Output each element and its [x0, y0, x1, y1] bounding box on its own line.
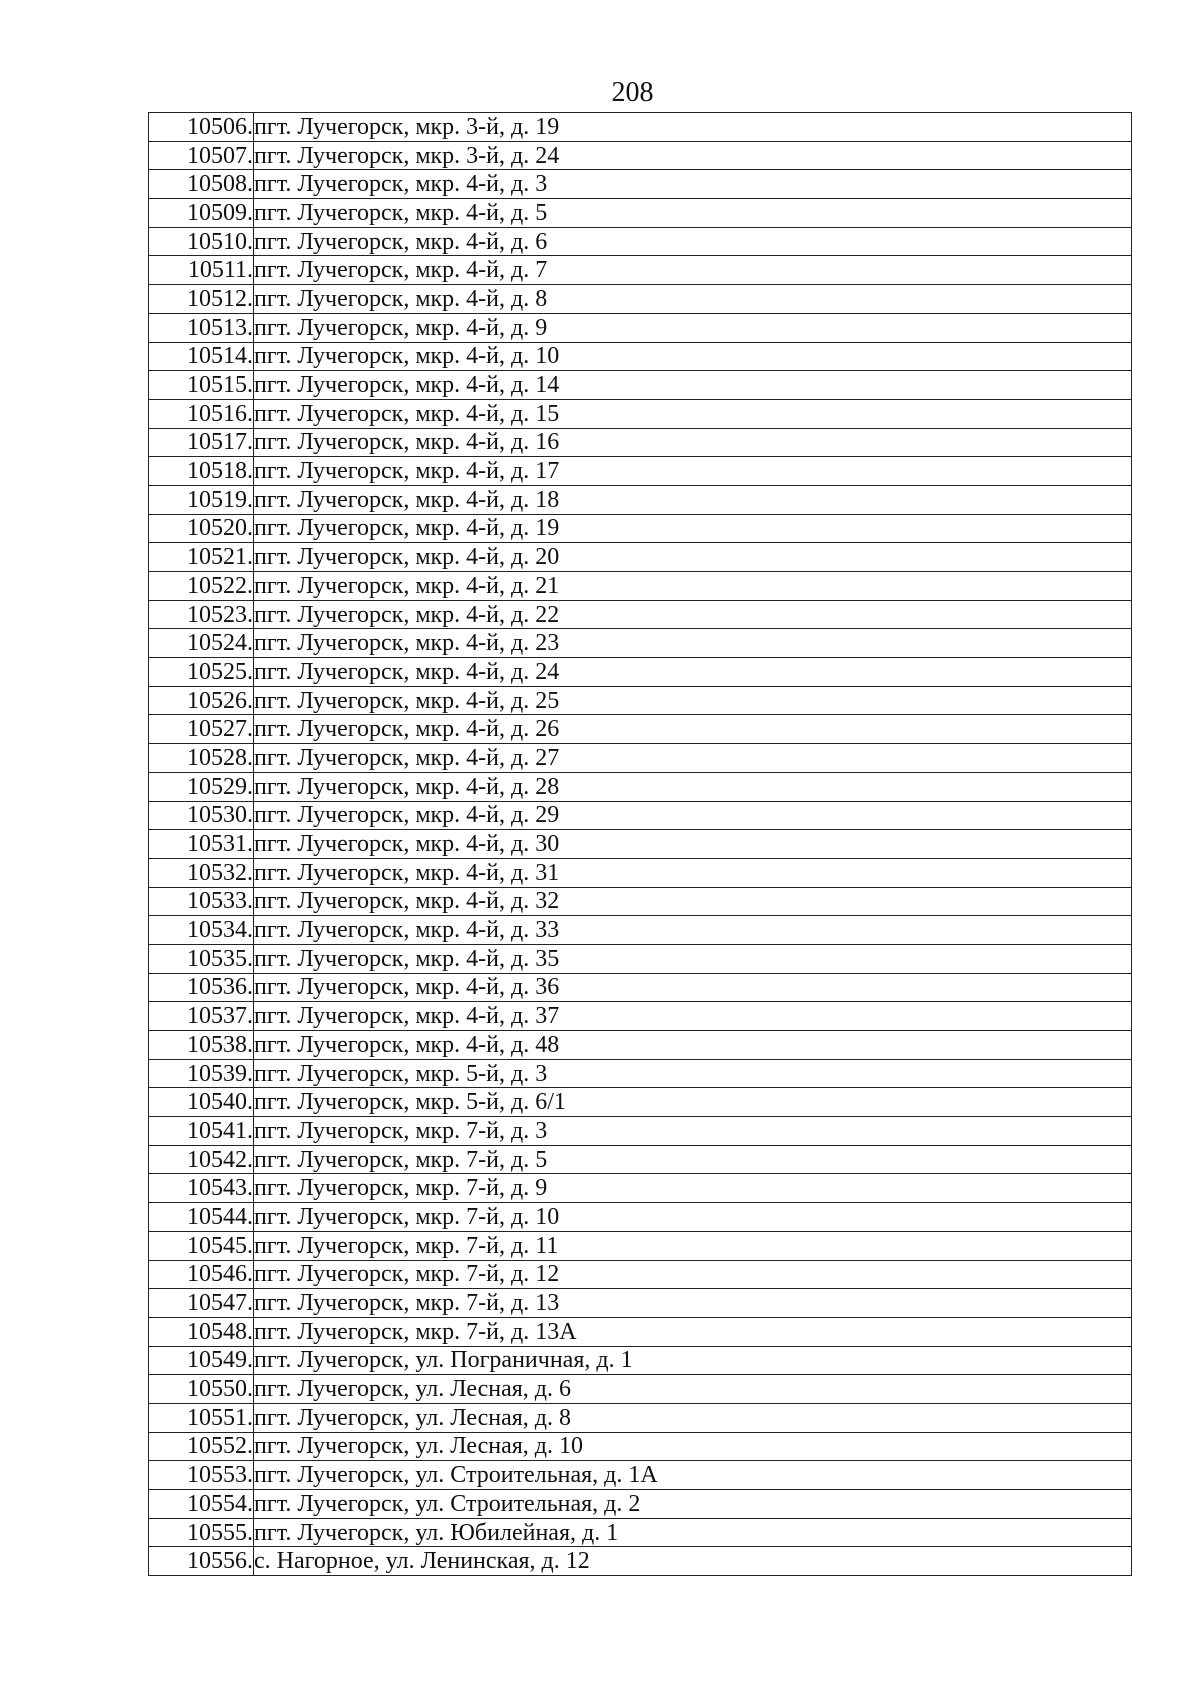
row-number: 10535. [149, 944, 254, 973]
row-number: 10522. [149, 572, 254, 601]
table-row [149, 600, 1132, 629]
row-number: 10509. [149, 199, 254, 228]
table-row [149, 686, 1132, 715]
table-row [149, 342, 1132, 371]
row-address: пгт. Лучегорск, мкр. 4-й, д. 9 [254, 313, 1132, 342]
row-address: пгт. Лучегорск, ул. Лесная, д. 10 [254, 1432, 1132, 1461]
table-row [149, 1289, 1132, 1318]
row-address: пгт. Лучегорск, мкр. 4-й, д. 18 [254, 485, 1132, 514]
row-address: пгт. Лучегорск, мкр. 7-й, д. 13А [254, 1317, 1132, 1346]
row-number: 10508. [149, 170, 254, 199]
row-number: 10532. [149, 858, 254, 887]
table-row [149, 1346, 1132, 1375]
row-number: 10536. [149, 973, 254, 1002]
table-row [149, 1059, 1132, 1088]
row-number: 10525. [149, 658, 254, 687]
table-row [149, 1375, 1132, 1404]
row-address: пгт. Лучегорск, мкр. 4-й, д. 36 [254, 973, 1132, 1002]
row-address: пгт. Лучегорск, мкр. 4-й, д. 26 [254, 715, 1132, 744]
row-address: пгт. Лучегорск, мкр. 4-й, д. 17 [254, 457, 1132, 486]
table-row [149, 227, 1132, 256]
table-row [149, 1260, 1132, 1289]
table-row [149, 457, 1132, 486]
row-number: 10511. [149, 256, 254, 285]
table-row [149, 1231, 1132, 1260]
row-address: пгт. Лучегорск, мкр. 4-й, д. 48 [254, 1031, 1132, 1060]
table-row [149, 371, 1132, 400]
row-address: пгт. Лучегорск, мкр. 5-й, д. 3 [254, 1059, 1132, 1088]
row-address: пгт. Лучегорск, мкр. 4-й, д. 22 [254, 600, 1132, 629]
table-row [149, 801, 1132, 830]
row-address: пгт. Лучегорск, мкр. 4-й, д. 8 [254, 285, 1132, 314]
table-row [149, 1317, 1132, 1346]
row-number: 10510. [149, 227, 254, 256]
table-row [149, 1145, 1132, 1174]
row-address: пгт. Лучегорск, мкр. 4-й, д. 19 [254, 514, 1132, 543]
table-row [149, 1490, 1132, 1519]
table-row [149, 629, 1132, 658]
row-address: пгт. Лучегорск, мкр. 4-й, д. 28 [254, 772, 1132, 801]
row-number: 10518. [149, 457, 254, 486]
row-address: пгт. Лучегорск, мкр. 7-й, д. 3 [254, 1117, 1132, 1146]
row-address: пгт. Лучегорск, мкр. 4-й, д. 20 [254, 543, 1132, 572]
row-number: 10506. [149, 113, 254, 142]
row-address: пгт. Лучегорск, мкр. 5-й, д. 6/1 [254, 1088, 1132, 1117]
row-number: 10507. [149, 141, 254, 170]
row-address: с. Нагорное, ул. Ленинская, д. 12 [254, 1547, 1132, 1576]
table-row [149, 1403, 1132, 1432]
row-number: 10542. [149, 1145, 254, 1174]
row-address: пгт. Лучегорск, ул. Лесная, д. 8 [254, 1403, 1132, 1432]
row-number: 10514. [149, 342, 254, 371]
row-address: пгт. Лучегорск, ул. Лесная, д. 6 [254, 1375, 1132, 1404]
table-row [149, 1432, 1132, 1461]
row-number: 10538. [149, 1031, 254, 1060]
table-row [149, 399, 1132, 428]
row-number: 10537. [149, 1002, 254, 1031]
row-address: пгт. Лучегорск, мкр. 4-й, д. 7 [254, 256, 1132, 285]
row-address: пгт. Лучегорск, мкр. 7-й, д. 10 [254, 1203, 1132, 1232]
row-number: 10541. [149, 1117, 254, 1146]
row-number: 10547. [149, 1289, 254, 1318]
row-number: 10521. [149, 543, 254, 572]
table-row [149, 543, 1132, 572]
table-row [149, 916, 1132, 945]
row-address: пгт. Лучегорск, мкр. 4-й, д. 14 [254, 371, 1132, 400]
row-number: 10545. [149, 1231, 254, 1260]
row-address: пгт. Лучегорск, мкр. 4-й, д. 25 [254, 686, 1132, 715]
table-row [149, 744, 1132, 773]
table-row [149, 944, 1132, 973]
table-row [149, 858, 1132, 887]
row-address: пгт. Лучегорск, мкр. 3-й, д. 19 [254, 113, 1132, 142]
row-number: 10524. [149, 629, 254, 658]
table-row [149, 141, 1132, 170]
row-number: 10517. [149, 428, 254, 457]
row-number: 10555. [149, 1518, 254, 1547]
row-number: 10554. [149, 1490, 254, 1519]
table-row [149, 485, 1132, 514]
row-address: пгт. Лучегорск, ул. Строительная, д. 2 [254, 1490, 1132, 1519]
row-address: пгт. Лучегорск, мкр. 4-й, д. 3 [254, 170, 1132, 199]
table-row [149, 313, 1132, 342]
row-address: пгт. Лучегорск, мкр. 4-й, д. 23 [254, 629, 1132, 658]
table-row [149, 113, 1132, 142]
row-number: 10531. [149, 830, 254, 859]
row-address: пгт. Лучегорск, мкр. 4-й, д. 30 [254, 830, 1132, 859]
row-number: 10540. [149, 1088, 254, 1117]
table-row [149, 256, 1132, 285]
row-number: 10546. [149, 1260, 254, 1289]
address-table-body [149, 113, 1132, 1576]
table-row [149, 285, 1132, 314]
row-address: пгт. Лучегорск, мкр. 4-й, д. 6 [254, 227, 1132, 256]
row-address: пгт. Лучегорск, мкр. 7-й, д. 13 [254, 1289, 1132, 1318]
row-address: пгт. Лучегорск, мкр. 3-й, д. 24 [254, 141, 1132, 170]
row-number: 10551. [149, 1403, 254, 1432]
table-row [149, 572, 1132, 601]
table-row [149, 772, 1132, 801]
row-address: пгт. Лучегорск, ул. Пограничная, д. 1 [254, 1346, 1132, 1375]
row-address: пгт. Лучегорск, мкр. 7-й, д. 9 [254, 1174, 1132, 1203]
table-row [149, 1461, 1132, 1490]
row-number: 10520. [149, 514, 254, 543]
row-number: 10549. [149, 1346, 254, 1375]
row-address: пгт. Лучегорск, мкр. 7-й, д. 11 [254, 1231, 1132, 1260]
table-row [149, 1117, 1132, 1146]
table-row [149, 658, 1132, 687]
row-address: пгт. Лучегорск, мкр. 4-й, д. 35 [254, 944, 1132, 973]
row-number: 10553. [149, 1461, 254, 1490]
row-number: 10533. [149, 887, 254, 916]
row-address: пгт. Лучегорск, мкр. 7-й, д. 12 [254, 1260, 1132, 1289]
row-number: 10552. [149, 1432, 254, 1461]
row-number: 10523. [149, 600, 254, 629]
row-number: 10519. [149, 485, 254, 514]
table-row [149, 1088, 1132, 1117]
table-row [149, 1203, 1132, 1232]
row-address: пгт. Лучегорск, мкр. 4-й, д. 10 [254, 342, 1132, 371]
row-number: 10513. [149, 313, 254, 342]
table-row [149, 973, 1132, 1002]
table-row [149, 199, 1132, 228]
row-number: 10548. [149, 1317, 254, 1346]
row-number: 10550. [149, 1375, 254, 1404]
row-address: пгт. Лучегорск, ул. Юбилейная, д. 1 [254, 1518, 1132, 1547]
row-address: пгт. Лучегорск, мкр. 4-й, д. 16 [254, 428, 1132, 457]
row-address: пгт. Лучегорск, мкр. 4-й, д. 32 [254, 887, 1132, 916]
table-row [149, 170, 1132, 199]
row-address: пгт. Лучегорск, мкр. 4-й, д. 24 [254, 658, 1132, 687]
row-number: 10516. [149, 399, 254, 428]
table-row [149, 1518, 1132, 1547]
row-address: пгт. Лучегорск, мкр. 4-й, д. 33 [254, 916, 1132, 945]
row-address: пгт. Лучегорск, мкр. 4-й, д. 31 [254, 858, 1132, 887]
table-row [149, 428, 1132, 457]
row-number: 10527. [149, 715, 254, 744]
row-number: 10512. [149, 285, 254, 314]
row-address: пгт. Лучегорск, ул. Строительная, д. 1А [254, 1461, 1132, 1490]
row-number: 10529. [149, 772, 254, 801]
row-number: 10534. [149, 916, 254, 945]
table-row [149, 830, 1132, 859]
page-number: 208 [611, 77, 654, 108]
table-row [149, 514, 1132, 543]
row-number: 10544. [149, 1203, 254, 1232]
row-address: пгт. Лучегорск, мкр. 4-й, д. 27 [254, 744, 1132, 773]
row-address: пгт. Лучегорск, мкр. 4-й, д. 5 [254, 199, 1132, 228]
row-number: 10528. [149, 744, 254, 773]
table-row [149, 1002, 1132, 1031]
row-number: 10526. [149, 686, 254, 715]
row-number: 10556. [149, 1547, 254, 1576]
table-row [149, 887, 1132, 916]
row-address: пгт. Лучегорск, мкр. 4-й, д. 29 [254, 801, 1132, 830]
row-number: 10530. [149, 801, 254, 830]
row-number: 10539. [149, 1059, 254, 1088]
address-table [148, 112, 1132, 1576]
table-row [149, 1174, 1132, 1203]
row-address: пгт. Лучегорск, мкр. 7-й, д. 5 [254, 1145, 1132, 1174]
table-row [149, 1547, 1132, 1576]
row-number: 10543. [149, 1174, 254, 1203]
row-address: пгт. Лучегорск, мкр. 4-й, д. 21 [254, 572, 1132, 601]
row-address: пгт. Лучегорск, мкр. 4-й, д. 15 [254, 399, 1132, 428]
table-row [149, 1031, 1132, 1060]
table-row [149, 715, 1132, 744]
row-address: пгт. Лучегорск, мкр. 4-й, д. 37 [254, 1002, 1132, 1031]
row-number: 10515. [149, 371, 254, 400]
